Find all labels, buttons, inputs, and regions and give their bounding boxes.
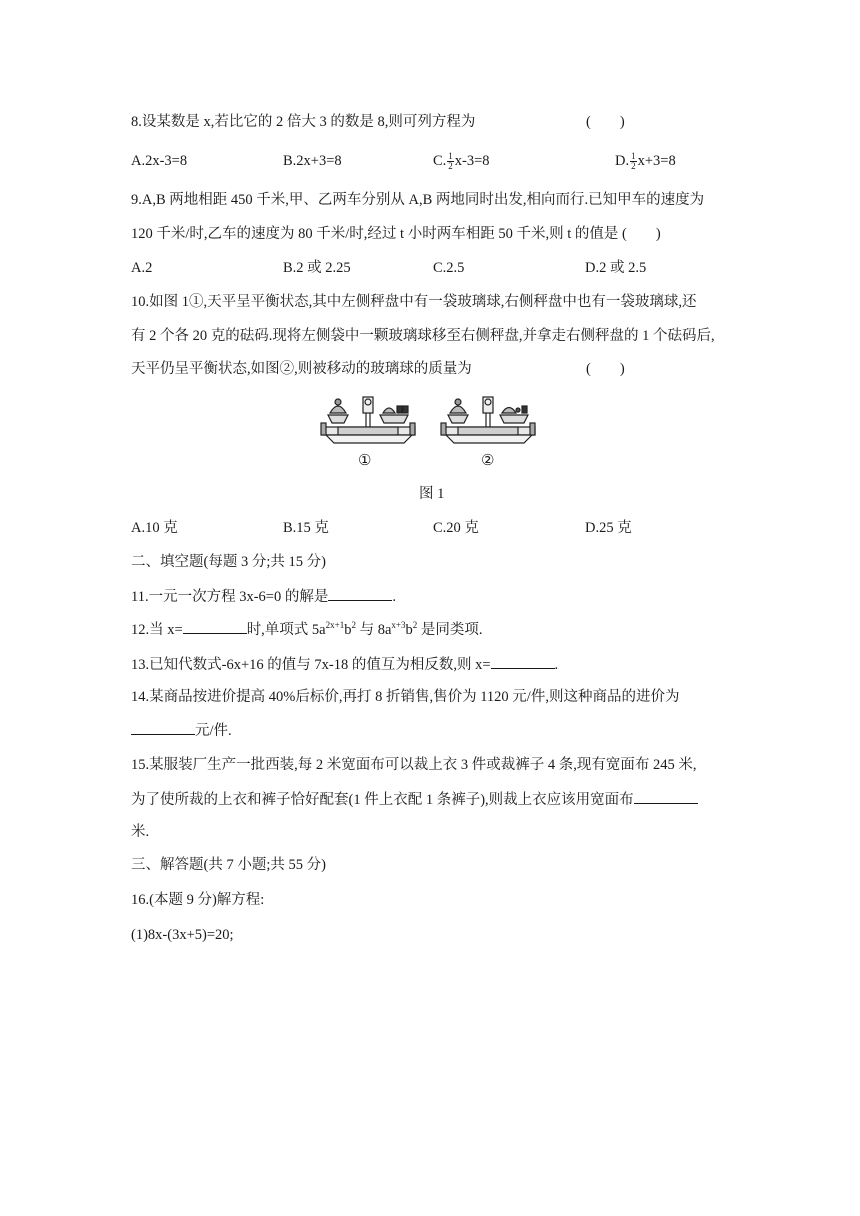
figure-label-2: ②	[481, 453, 495, 469]
balance-scale-figure	[318, 393, 538, 473]
answer-blank[interactable]	[183, 619, 247, 634]
section-heading-solutions: 三、解答题(共 7 小题;共 55 分)	[131, 857, 326, 873]
answer-blank[interactable]	[131, 720, 195, 735]
figure-caption: 图 1	[419, 486, 445, 502]
q9-option-a: A.2	[131, 260, 153, 276]
q14-line2: 元/件.	[131, 720, 232, 741]
balance-scale-1	[321, 397, 415, 443]
q16-part1: (1)8x-(3x+5)=20;	[131, 927, 234, 943]
q16-stem: 16.(本题 9 分)解方程:	[131, 892, 265, 908]
q10-stem-line3: 天平仍呈平衡状态,如图②,则被移动的玻璃球的质量为	[131, 361, 472, 377]
q9-option-c: C.2.5	[433, 260, 465, 276]
q8-option-c: C. $\frac{1}{2}$ x-3=8	[433, 151, 490, 172]
q11: 11.一元一次方程 3x-6=0 的解是 .	[131, 586, 396, 607]
q8-stem: 8.设某数是 x,若比它的 2 倍大 3 的数是 8,则可列方程为	[131, 114, 476, 130]
fraction-one-half: $\frac{1}{2}$	[631, 151, 636, 172]
q14-line1: 14.某商品按进价提高 40%后标价,再打 8 折销售,售价为 1120 元/件,则这种商品的进价为	[131, 689, 680, 705]
answer-blank[interactable]	[328, 586, 392, 601]
q10-option-d: D.25 克	[585, 520, 632, 536]
q10-stem-line1: 10.如图 1①,天平呈平衡状态,其中左侧秤盘中有一袋玻璃球,右侧秤盘中也有一袋玻璃球,还	[131, 294, 697, 310]
q9-option-b: B.2 或 2.25	[283, 260, 351, 276]
q10-stem-line2: 有 2 个各 20 克的砝码.现将左侧袋中一颗玻璃球移至右侧秤盘,并拿走右侧秤盘的 1 个砝码后,	[131, 328, 715, 344]
q15-line2: 为了使所裁的上衣和裤子恰好配套(1 件上衣配 1 条裤子),则裁上衣应该用宽面布	[131, 789, 698, 810]
q10-answer-paren: ( )	[586, 361, 625, 377]
q9-option-d: D.2 或 2.5	[585, 260, 647, 276]
section-heading-fill-in: 二、填空题(每题 3 分;共 15 分)	[131, 554, 326, 570]
q15-line1: 15.某服装厂生产一批西装,每 2 米宽面布可以裁上衣 3 件或裁裤子 4 条,现有宽面布 245 米,	[131, 757, 697, 773]
balance-scale-illustration	[318, 393, 538, 473]
answer-blank[interactable]	[634, 789, 698, 804]
q8-answer-paren: ( )	[586, 114, 625, 130]
q15-line3: 米.	[131, 824, 150, 840]
q9-stem-line1: 9.A,B 两地相距 450 千米,甲、乙两车分别从 A,B 两地同时出发,相向而行.已知甲车的速度为	[131, 192, 705, 208]
answer-blank[interactable]	[491, 654, 555, 669]
q13: 13.已知代数式-6x+16 的值与 7x-18 的值互为相反数,则 x= .	[131, 654, 558, 675]
q8-option-b: B.2x+3=8	[283, 153, 342, 169]
q8-option-a: A.2x-3=8	[131, 153, 188, 169]
balance-scale-2	[441, 397, 535, 443]
q10-option-a: A.10 克	[131, 520, 178, 536]
figure-label-1: ①	[358, 453, 372, 469]
q10-option-b: B.15 克	[283, 520, 329, 536]
q9-stem-line2: 120 千米/时,乙车的速度为 80 千米/时,经过 t 小时两车相距 50 千米,则 t 的值是 ( )	[131, 226, 661, 242]
q12: 12.当 x= 时,单项式 $5a^{2x+1}b^2$ 与 $8a^{x+3}b^2$ 是同类项.	[131, 620, 483, 638]
q8-option-d: D. $\frac{1}{2}$ x+3=8	[615, 151, 676, 172]
q10-option-c: C.20 克	[433, 520, 479, 536]
fraction-one-half: $\frac{1}{2}$	[448, 151, 453, 172]
